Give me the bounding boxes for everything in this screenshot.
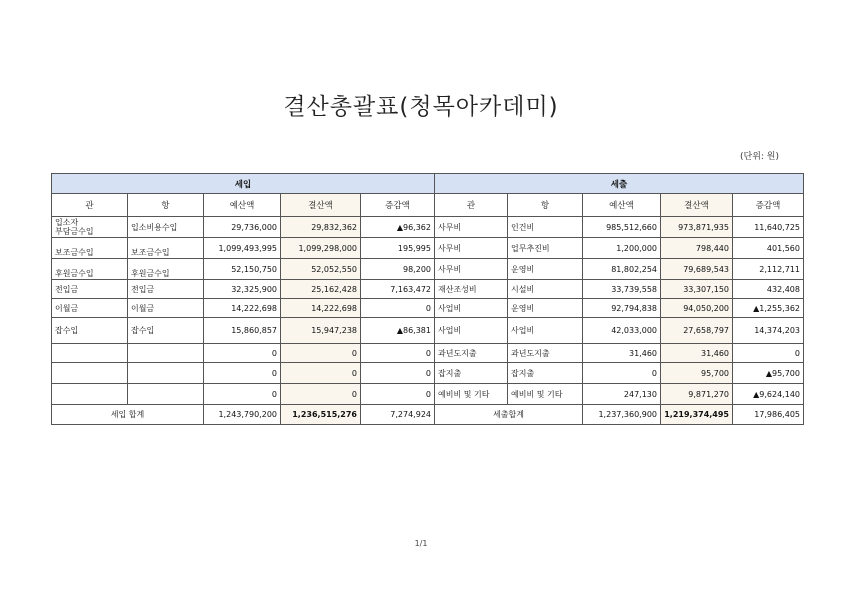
revenue-hang: 입소비용수입 [128, 217, 204, 238]
expense-settled: 95,700 [661, 363, 733, 384]
col-diff: 증감액 [361, 194, 435, 217]
col-kwan: 관 [52, 194, 128, 217]
revenue-total-label: 세입 합계 [52, 405, 204, 425]
revenue-kwan [52, 384, 128, 405]
expense-diff: 2,112,711 [733, 259, 804, 280]
expense-hang: 인건비 [508, 217, 583, 238]
table-row [52, 217, 804, 238]
expense-total-settled: 1,219,374,495 [661, 405, 733, 425]
table-row [52, 280, 804, 299]
section-header-row [52, 174, 804, 194]
revenue-budget: 52,150,750 [204, 259, 281, 280]
revenue-diff: ▲86,381 [361, 318, 435, 344]
table-row [52, 299, 804, 318]
expense-kwan: 사무비 [435, 259, 508, 280]
revenue-settled: 25,162,428 [281, 280, 361, 299]
col-hang: 항 [508, 194, 583, 217]
expense-budget: 33,739,558 [583, 280, 661, 299]
revenue-hang: 잡수입 [128, 318, 204, 344]
page-title: 결산총괄표(청목아카데미) [283, 94, 559, 120]
revenue-settled: 0 [281, 384, 361, 405]
expense-diff: 0 [733, 344, 804, 363]
table-row [52, 318, 804, 344]
revenue-hang [128, 363, 204, 384]
expense-diff: 11,640,725 [733, 217, 804, 238]
revenue-budget: 1,099,493,995 [204, 238, 281, 259]
expense-diff: ▲1,255,362 [733, 299, 804, 318]
page-number: 1/1 [414, 539, 428, 548]
revenue-kwan [52, 344, 128, 363]
col-diff: 증감액 [733, 194, 804, 217]
expense-budget: 42,033,000 [583, 318, 661, 344]
expense-settled: 31,460 [661, 344, 733, 363]
table-row [52, 259, 804, 280]
expense-kwan: 사업비 [435, 318, 508, 344]
expense-total-budget: 1,237,360,900 [583, 405, 661, 425]
expense-kwan: 예비비 및 기타 [435, 384, 508, 405]
col-kwan: 관 [435, 194, 508, 217]
expense-kwan: 사무비 [435, 238, 508, 259]
expense-total-diff: 17,986,405 [733, 405, 804, 425]
revenue-hang: 보조금수입 [128, 238, 204, 259]
col-settled: 결산액 [281, 194, 361, 217]
col-settled: 결산액 [661, 194, 733, 217]
expense-settled: 27,658,797 [661, 318, 733, 344]
expense-budget: 31,460 [583, 344, 661, 363]
revenue-hang [128, 344, 204, 363]
revenue-budget: 0 [204, 344, 281, 363]
revenue-budget: 15,860,857 [204, 318, 281, 344]
expense-hang: 업무추진비 [508, 238, 583, 259]
revenue-budget: 32,325,900 [204, 280, 281, 299]
revenue-kwan: 입소자 부담금수입 [52, 217, 128, 238]
table-row [52, 344, 804, 363]
revenue-diff: 0 [361, 344, 435, 363]
revenue-settled: 0 [281, 363, 361, 384]
revenue-settled: 29,832,362 [281, 217, 361, 238]
revenue-budget: 29,736,000 [204, 217, 281, 238]
expense-kwan: 사무비 [435, 217, 508, 238]
expense-diff: 401,560 [733, 238, 804, 259]
expense-settled: 33,307,150 [661, 280, 733, 299]
table-row [52, 384, 804, 405]
revenue-diff: 0 [361, 299, 435, 318]
col-budget: 예산액 [204, 194, 281, 217]
expense-hang: 과년도지출 [508, 344, 583, 363]
expense-hang: 시설비 [508, 280, 583, 299]
revenue-diff: 195,995 [361, 238, 435, 259]
expense-settled: 94,050,200 [661, 299, 733, 318]
expense-settled: 9,871,270 [661, 384, 733, 405]
revenue-budget: 0 [204, 363, 281, 384]
revenue-kwan: 잡수입 [52, 318, 128, 344]
revenue-budget: 0 [204, 384, 281, 405]
revenue-total-budget: 1,243,790,200 [204, 405, 281, 425]
expense-kwan: 과년도지출 [435, 344, 508, 363]
expense-diff: 14,374,203 [733, 318, 804, 344]
expense-diff: 432,408 [733, 280, 804, 299]
revenue-diff: 0 [361, 384, 435, 405]
revenue-kwan: 이월금 [52, 299, 128, 318]
revenue-kwan: 후원금수입 [52, 259, 128, 280]
revenue-hang: 후원금수입 [128, 259, 204, 280]
section-revenue: 세입 [52, 174, 435, 194]
revenue-kwan: 전입금 [52, 280, 128, 299]
expense-diff: ▲9,624,140 [733, 384, 804, 405]
expense-kwan: 사업비 [435, 299, 508, 318]
expense-budget: 1,200,000 [583, 238, 661, 259]
revenue-settled: 14,222,698 [281, 299, 361, 318]
column-header-row [52, 194, 804, 217]
expense-budget: 247,130 [583, 384, 661, 405]
revenue-kwan [52, 363, 128, 384]
expense-hang: 사업비 [508, 318, 583, 344]
total-row [52, 405, 804, 425]
expense-kwan: 잡지출 [435, 363, 508, 384]
revenue-diff: 7,163,472 [361, 280, 435, 299]
summary-table [51, 173, 804, 425]
revenue-settled: 15,947,238 [281, 318, 361, 344]
col-hang: 항 [128, 194, 204, 217]
revenue-kwan: 보조금수입 [52, 238, 128, 259]
revenue-budget: 14,222,698 [204, 299, 281, 318]
expense-budget: 92,794,838 [583, 299, 661, 318]
revenue-total-diff: 7,274,924 [361, 405, 435, 425]
unit-label: (단위: 원) [740, 152, 779, 162]
expense-total-label: 세출합계 [435, 405, 583, 425]
table-row [52, 238, 804, 259]
expense-budget: 0 [583, 363, 661, 384]
expense-hang: 운영비 [508, 299, 583, 318]
expense-hang: 잡지출 [508, 363, 583, 384]
revenue-settled: 0 [281, 344, 361, 363]
revenue-diff: 0 [361, 363, 435, 384]
revenue-hang: 이월금 [128, 299, 204, 318]
revenue-hang: 전입금 [128, 280, 204, 299]
revenue-settled: 1,099,298,000 [281, 238, 361, 259]
expense-settled: 973,871,935 [661, 217, 733, 238]
expense-budget: 81,802,254 [583, 259, 661, 280]
expense-diff: ▲95,700 [733, 363, 804, 384]
revenue-settled: 52,052,550 [281, 259, 361, 280]
expense-settled: 79,689,543 [661, 259, 733, 280]
revenue-total-settled: 1,236,515,276 [281, 405, 361, 425]
revenue-diff: ▲96,362 [361, 217, 435, 238]
revenue-diff: 98,200 [361, 259, 435, 280]
table-row [52, 363, 804, 384]
revenue-hang [128, 384, 204, 405]
section-expense: 세출 [435, 174, 804, 194]
expense-budget: 985,512,660 [583, 217, 661, 238]
col-budget: 예산액 [583, 194, 661, 217]
expense-kwan: 재산조성비 [435, 280, 508, 299]
expense-settled: 798,440 [661, 238, 733, 259]
expense-hang: 운영비 [508, 259, 583, 280]
expense-hang: 예비비 및 기타 [508, 384, 583, 405]
